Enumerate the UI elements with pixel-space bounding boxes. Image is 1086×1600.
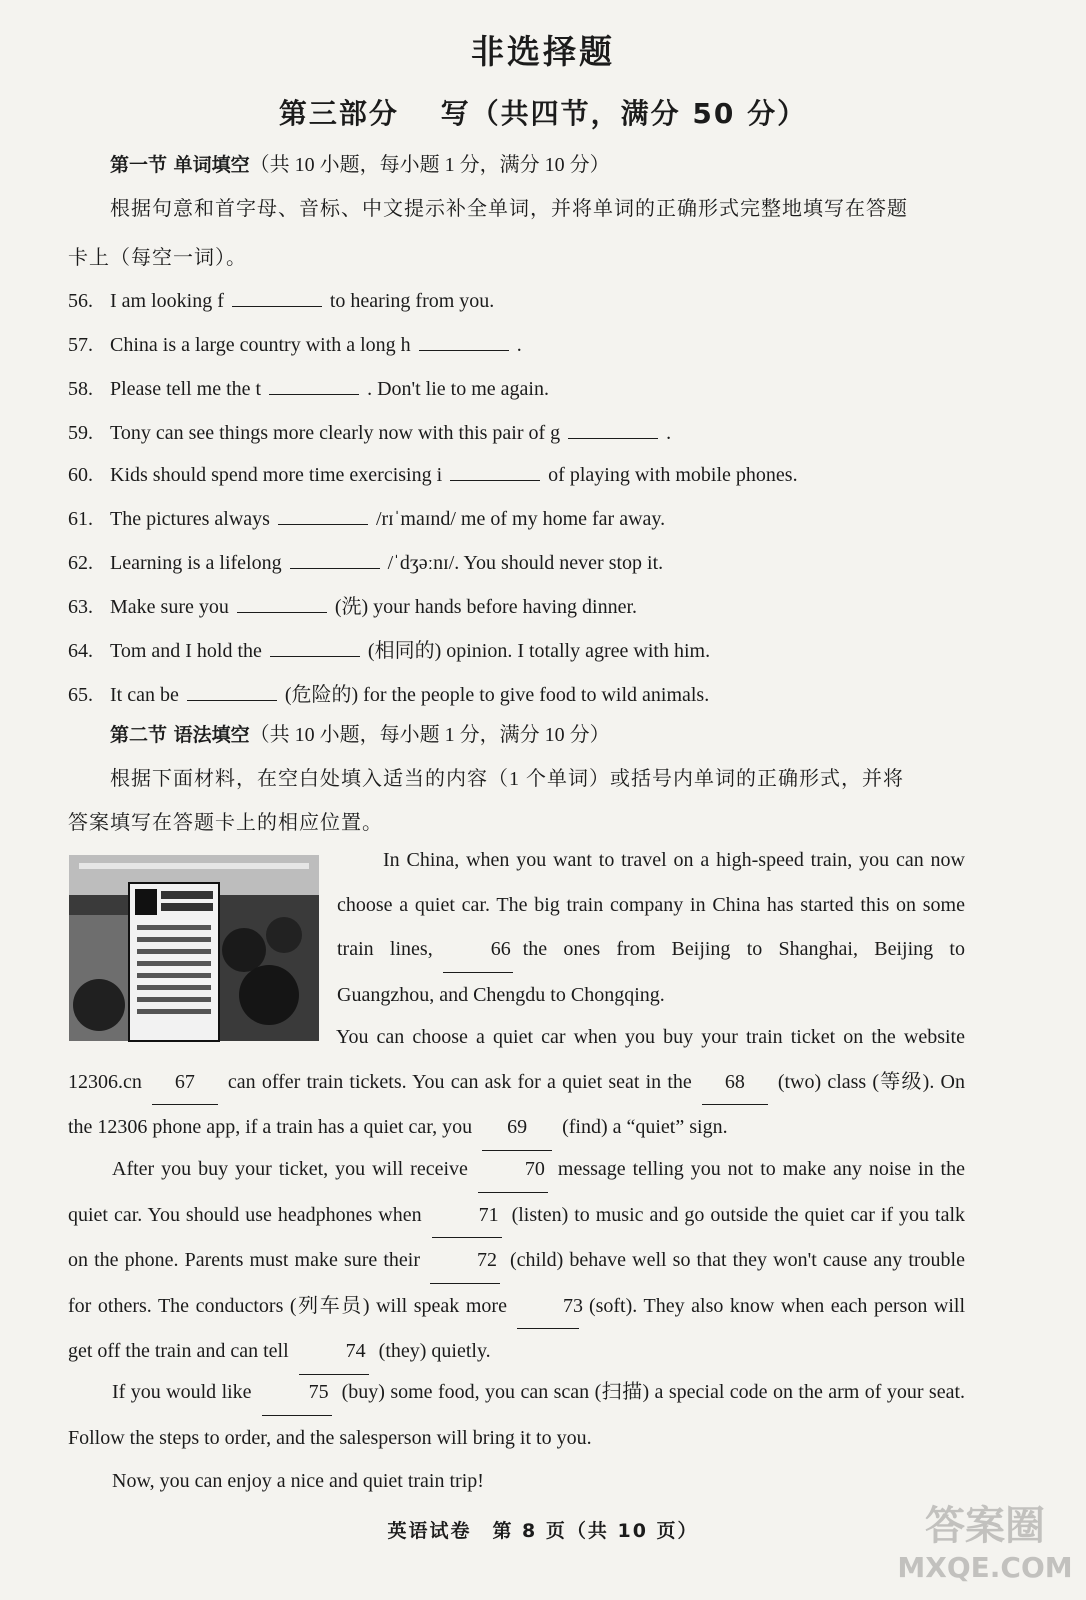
passage-text: (find) a “quiet” sign.: [562, 1116, 728, 1138]
question-62: [68, 548, 663, 575]
blank-71: 71: [432, 1193, 502, 1239]
page-footer: 英语试卷 第 8 页（共 10 页）: [387, 1520, 699, 1542]
section2-instruction: 根据下面材料，在空白处填入适当的内容（1 个单词）或括号内单词的正确形式，并将: [110, 768, 904, 790]
question-text: of playing with mobile phones.: [548, 464, 798, 486]
passage-text: In China, when you want to travel on a high-speed train, you can now choose a quiet car. The big train company in China has started this on some train lines,: [337, 849, 965, 960]
question-number: 56.: [68, 290, 93, 312]
question-text: . Don't lie to me again.: [367, 378, 549, 400]
passage-text: the ones from Beijing to Shanghai, Beijing to Guangzhou, and Chengdu to Chongqing.: [337, 938, 965, 1006]
answer-blank[interactable]: [237, 592, 327, 613]
section2-heading: [110, 718, 610, 747]
passage-text: You can choose a quiet car when you buy your train ticket on the website 12306.cn: [68, 1026, 965, 1093]
passage-paragraph-3: [68, 1147, 965, 1375]
answer-blank[interactable]: [232, 286, 322, 307]
question-text: It can be: [110, 684, 179, 706]
svg-text:MXQE.COM: MXQE.COM: [897, 1551, 1073, 1584]
question-text: Kids should spend more time exercising i: [110, 464, 443, 486]
question-64: [68, 634, 710, 663]
blank-72: 72: [430, 1238, 500, 1284]
question-number: 61.: [68, 508, 93, 530]
passage-text: (buy) some food, you can scan (扫描) a special code on the arm of your seat. Follow the steps to order, and the salesperson will bring it to you.: [68, 1381, 965, 1449]
train-photo-image: [69, 855, 319, 1041]
passage-paragraph-4: [68, 1370, 965, 1460]
question-text: (危险的) for the people to give food to wild animals.: [284, 684, 710, 706]
question-number: 62.: [68, 552, 93, 574]
blank-73: 73: [517, 1284, 579, 1330]
question-number: 59.: [68, 422, 93, 444]
question-58: [68, 374, 549, 401]
section1-score: （共 10 小题，每小题 1 分，满分 10 分）: [249, 154, 610, 176]
blank-70: 70: [478, 1147, 548, 1193]
passage-text: message telling you not to make any noise in the quiet car. You should use headphones when: [68, 1158, 965, 1226]
watermark-logo: [897, 1491, 1073, 1586]
question-number: 60.: [68, 464, 93, 486]
passage-text: (child) behave well so that they won't cause any trouble for others. The conductors (列车员) will speak more: [68, 1249, 965, 1317]
part-heading: 第三部分 写（共四节，满分 50 分）: [278, 97, 808, 130]
train-photo: [69, 855, 319, 1041]
section1-heading: [110, 148, 610, 177]
answer-blank[interactable]: [270, 636, 360, 657]
question-text: (洗) your hands before having dinner.: [334, 596, 637, 618]
question-text: /ˈdʒəːnɪ/. You should never stop it.: [387, 552, 664, 574]
question-text: to hearing from you.: [329, 290, 495, 312]
question-number: 64.: [68, 640, 93, 662]
passage-text: (two) class (等级). On the 12306 phone app, if a train has a quiet car, you: [68, 1070, 965, 1138]
answer-blank[interactable]: [568, 418, 658, 439]
question-61: [68, 504, 665, 531]
section2-instruction-cont: 答案填写在答题卡上的相应位置。: [68, 812, 383, 834]
question-number: 58.: [68, 378, 93, 400]
question-text: /rɪˈmaɪnd/ me of my home far away.: [375, 508, 666, 530]
answer-blank[interactable]: [419, 330, 509, 351]
passage-text: can offer train tickets. You can ask for a quiet seat in the: [227, 1070, 692, 1093]
passage-text: (they) quietly.: [378, 1340, 491, 1362]
answer-blank[interactable]: [269, 374, 359, 395]
section1-title: 第一节 单词填空: [110, 154, 250, 176]
question-text: Make sure you: [110, 596, 229, 618]
answer-blank[interactable]: [290, 548, 380, 569]
blank-74: 74: [299, 1329, 369, 1375]
question-number: 57.: [68, 334, 93, 356]
blank-66: 66: [443, 927, 513, 973]
passage-paragraph-5: Now, you can enjoy a nice and quiet train trip!: [112, 1470, 484, 1492]
blank-67: 67: [152, 1060, 218, 1106]
section1-instruction: 根据句意和首字母、音标、中文提示补全单词，并将单词的正确形式完整地填写在答题: [110, 198, 908, 220]
blank-75: 75: [262, 1370, 332, 1416]
question-number: 63.: [68, 596, 93, 618]
section2-score: （共 10 小题，每小题 1 分，满分 10 分）: [249, 724, 610, 746]
svg-text:答案圈: 答案圈: [925, 1503, 1045, 1549]
question-text: Tony can see things more clearly now with this pair of g: [110, 422, 561, 444]
answer-blank[interactable]: [278, 504, 368, 525]
blank-68: 68: [702, 1060, 768, 1106]
question-text: Please tell me the t: [110, 378, 262, 400]
question-text: I am looking f: [110, 290, 224, 312]
question-text: China is a large country with a long h: [110, 334, 411, 356]
passage-paragraph-2: [68, 1015, 965, 1151]
blank-69: 69: [482, 1105, 552, 1151]
passage-text: (soft). They also know when each person will get off the train and can tell: [68, 1294, 965, 1362]
passage-text: If you would like: [112, 1381, 252, 1403]
question-60: [68, 460, 798, 487]
question-text: Tom and I hold the: [110, 640, 262, 662]
question-number: 65.: [68, 684, 93, 706]
passage-text: (listen) to music and go outside the quiet car if you talk on the phone. Parents must make sure their: [68, 1203, 965, 1271]
question-65: [68, 678, 709, 707]
question-63: [68, 590, 637, 619]
answer-blank[interactable]: [450, 460, 540, 481]
question-text: The pictures always: [110, 508, 270, 530]
question-text: Learning is a lifelong: [110, 552, 282, 574]
section2-title: 第二节 语法填空: [110, 724, 250, 746]
question-text: .: [666, 422, 672, 444]
answer-blank[interactable]: [187, 680, 277, 701]
question-57: [68, 330, 522, 357]
section1-instruction-cont: 卡上（每空一词）。: [68, 247, 247, 269]
page-title: 非选择题: [471, 32, 615, 71]
question-text: (相同的) opinion. I totally agree with him.: [367, 640, 711, 662]
question-text: .: [516, 334, 522, 356]
question-56: [68, 286, 494, 313]
question-59: [68, 418, 671, 445]
passage-text: After you buy your ticket, you will receive: [112, 1158, 468, 1180]
passage-paragraph-1: [337, 838, 965, 1017]
